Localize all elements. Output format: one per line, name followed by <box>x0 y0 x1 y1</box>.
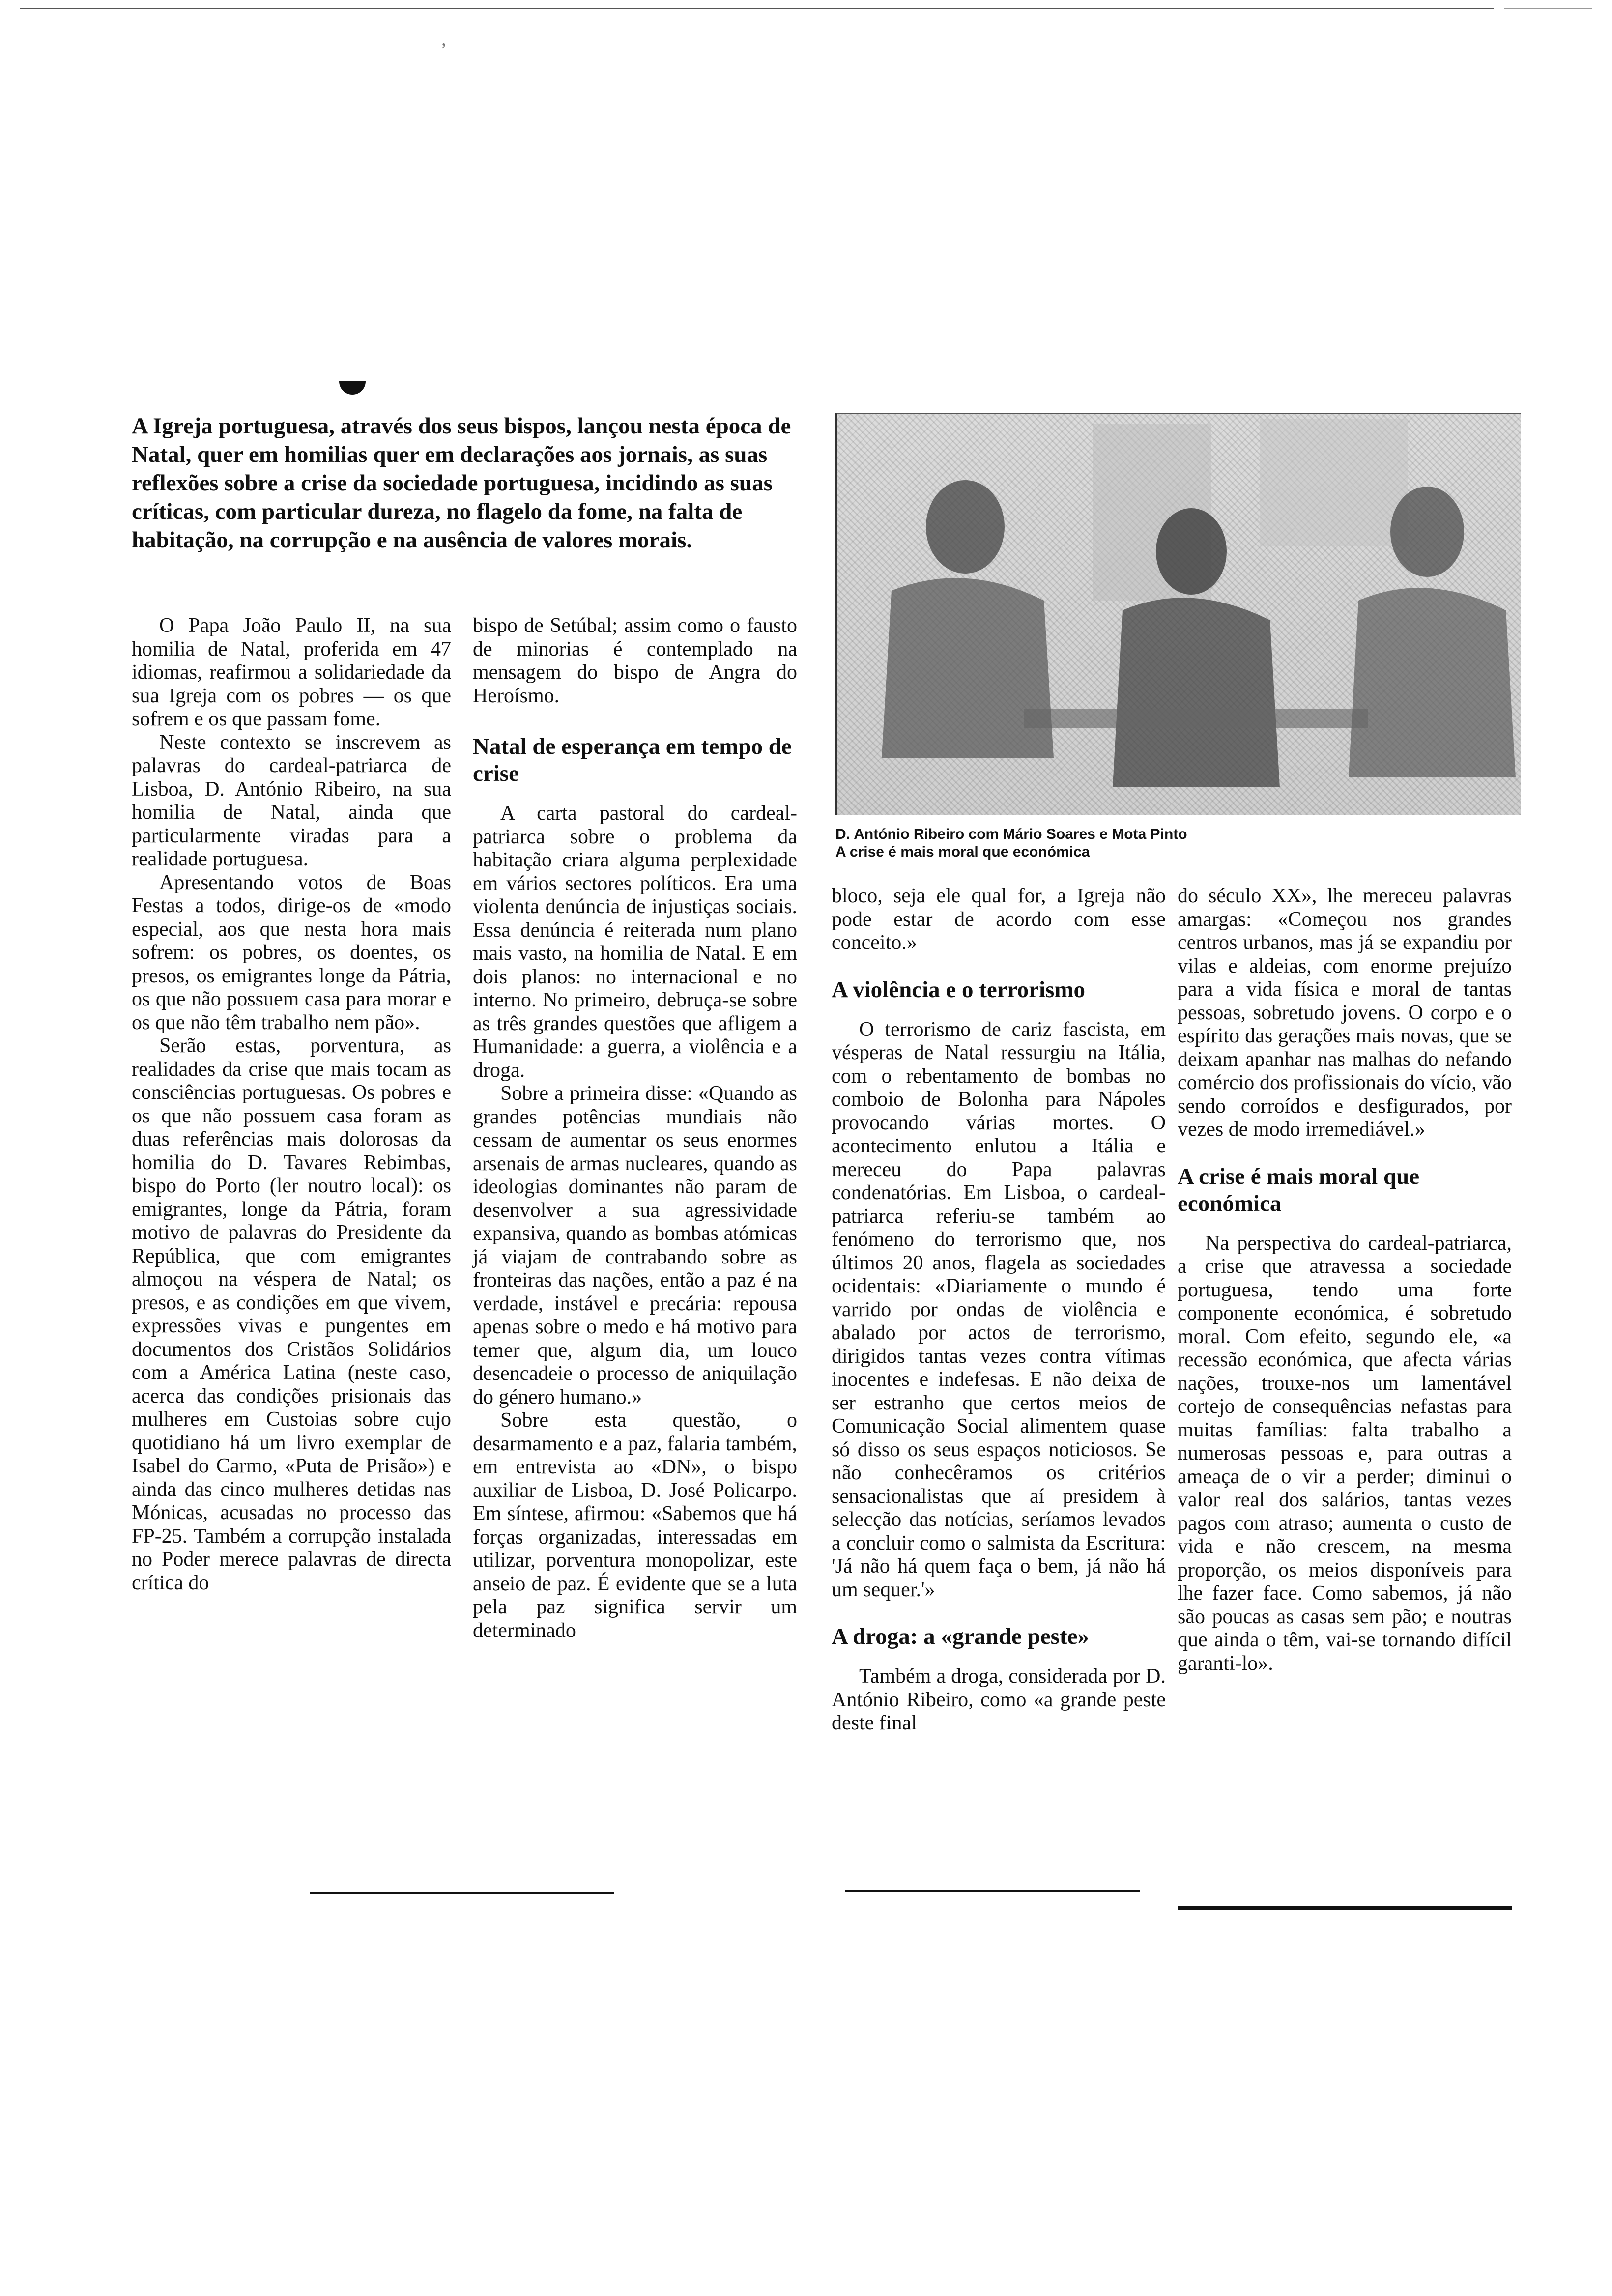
column-1 <box>132 614 451 1595</box>
paragraph: Na perspectiva do cardeal-patriarca, a crise que atravessa a sociedade portuguesa, tendo uma forte componente económica, é sobretudo moral. Com efeito, segundo ele, «a recessão económica, que afecta várias nações, trouxe-nos um lamentável cortejo de consequências nefastas para muitas famílias: falta trabalho a numerosas pessoas e, para outras a ameaça de o vir a perder; diminui o valor real dos salários, tantas vezes pagos com atraso; aumenta o custo de vida e não crescem, na mesma proporção, os meios disponíveis para lhe fazer face. Como sabemos, já não são poucas as casas sem pão; e noutras que ainda o têm, vai-se tornando difícil garanti-lo». <box>1178 1232 1512 1675</box>
top-rule <box>20 8 1494 9</box>
section-heading: Natal de esperança em tempo de crise <box>473 734 792 786</box>
column-end-rule <box>310 1892 614 1894</box>
column-3 <box>832 885 1166 1735</box>
section-heading: A crise é mais moral que económica <box>1178 1163 1420 1216</box>
photo-caption <box>835 826 1519 861</box>
paragraph: Serão estas, porventura, as realidades da crise que mais tocam as consciências portuguesas. Os pobres e os que não possuem casa foram as duas referências mais dolorosas da homilia do D. Tavares Rebimbas, bispo do Porto (ler noutro local): os emigrantes, longe da Pátria, foram motivo de palavras do Presidente da República, que com emigrantes almoçou na véspera de Natal; os presos, e as condições em que vivem, expressões vivas e pungentes em documentos dos Cristãos Solidários com a América Latina (neste caso, acerca das condições prisionais das mulheres em Custoias sobre cujo quotidiano há um livro exemplar de Isabel do Carmo, «Puta de Prisão») e ainda das cinco mulheres detidas nas Mónicas, acusadas no processo das FP-25. Também a corrupção instalada no Poder merece palavras de directa crítica do <box>132 1034 451 1594</box>
lead-paragraph: A Igreja portuguesa, através dos seus bispos, lançou nesta época de Natal, quer em homilias quer em declarações aos jornais, as suas reflexões sobre a crise da sociedade portuguesa, incidindo as suas críticas, com particular dureza, no flagelo da fome, na falta de habitação, na corrupção e na ausência de valores morais. <box>132 413 791 553</box>
paragraph: bloco, seja ele qual for, a Igreja não pode estar de acordo com esse conceito.» <box>832 885 1166 954</box>
paragraph: bispo de Setúbal; assim como o fausto de minorias é contemplado na mensagem do bispo de Angra do Heroísmo. <box>473 614 797 707</box>
article-end-rule <box>1178 1906 1512 1910</box>
ornament-glyph <box>339 381 366 395</box>
photo-figures <box>837 414 1521 815</box>
paragraph: Apresentando votos de Boas Festas a todos, dirige-os de «modo especial, aos que nesta hora mais sofrem: os pobres, os doentes, os presos, os emigrantes longe da Pátria, os que não possuem casa para morar e os que não têm trabalho nem pão». <box>132 871 451 1034</box>
column-end-rule <box>845 1890 1140 1892</box>
section-heading: A droga: a «grande peste» <box>832 1624 1089 1649</box>
caption-line-1: D. António Ribeiro com Mário Soares e Mota Pinto <box>835 826 1187 842</box>
paragraph: Sobre esta questão, o desarmamento e a paz, falaria também, em entrevista ao «DN», o bispo auxiliar de Lisboa, D. José Policarpo. Em síntese, afirmou: «Sabemos que há forças organizadas, interessadas em utilizar, porventura monopolizar, este anseio de paz. É evidente que se a luta pela paz significa servir um determinado <box>473 1409 797 1642</box>
paragraph: do século XX», lhe mereceu palavras amargas: «Começou nos grandes centros urbanos, mas já se expandiu por vilas e aldeias, com enorme prejuízo para a vida física e moral de tantas pessoas, sobretudo jovens. O corpo e o espírito das gerações mais novas, que se deixam apanhar nas malhas do nefando comércio dos profissionais do vício, vão sendo corroídos e desfigurados, por vezes de modo irremediável.» <box>1178 885 1512 1141</box>
news-photo <box>835 413 1521 815</box>
paragraph: Neste contexto se inscrevem as palavras do cardeal-patriarca de Lisboa, D. António Ribeiro, na sua homilia de Natal, ainda que particularmente viradas para a realidade portuguesa. <box>132 731 451 870</box>
caption-line-2: A crise é mais moral que económica <box>835 844 1090 860</box>
section-heading: A violência e o terrorismo <box>832 976 1085 1003</box>
paragraph: O terrorismo de cariz fascista, em vésperas de Natal ressurgiu na Itália, com o rebentamento de bombas no comboio de Bolonha para Nápoles provocando várias mortes. O acontecimento enlutou a Itália e mereceu do Papa palavras condenatórias. Em Lisboa, o cardeal-patriarca referiu-se também ao fenómeno do terrorismo que, nos últimos 20 anos, flagela as sociedades ocidentais: «Diariamente o mundo é varrido por ondas de violência e abalado por actos de terrorismo, dirigidos tantas vezes contra vítimas inocentes e indefesas. E não deixa de ser estranho que certos meios de Comunicação Social alimentem quase só disso os seus espaços noticiosos. Se não conhecêramos os critérios sensacionalistas que aí presidem à selecção das notícias, seríamos levados a concluir como o salmista da Escritura: 'Já não há quem faça o bem, já não há um sequer.'» <box>832 1018 1166 1601</box>
top-rule-right <box>1504 8 1592 9</box>
paragraph: Também a droga, considerada por D. António Ribeiro, como «a grande peste deste final <box>832 1665 1166 1734</box>
paragraph: A carta pastoral do cardeal-patriarca sobre o problema da habitação criara alguma perplexidade em vários sectores políticos. Era uma violenta denúncia de injustiças sociais. Essa denúncia é reiterada num plano mais vasto, na homilia de Natal. E em dois planos: no internacional e no interno. No primeiro, debruça-se sobre as três grandes questões que afligem a Humanidade: a guerra, a violência e a droga. <box>473 802 797 1082</box>
paragraph: Sobre a primeira disse: «Quando as grandes potências mundiais não cessam de aumentar os seus enormes arsenais de armas nucleares, quando as ideologias dominantes não param de desenvolver a sua agressividade expansiva, quando as bombas atómicas já viajam de contrabando sobre as fronteiras das nações, então a paz é na verdade, instável e precária: repousa apenas sobre o medo e há motivo para temer que, algum dia, um louco desencadeie o processo de aniquilação do género humano.» <box>473 1082 797 1408</box>
column-2 <box>473 614 797 1642</box>
paragraph: O Papa João Paulo II, na sua homilia de Natal, proferida em 47 idiomas, reafirmou a solidariedade da sua Igreja com os pobres — os que sofrem e os que passam fome. <box>132 614 451 730</box>
stray-mark: ʼ <box>440 39 447 61</box>
column-4 <box>1178 885 1512 1675</box>
